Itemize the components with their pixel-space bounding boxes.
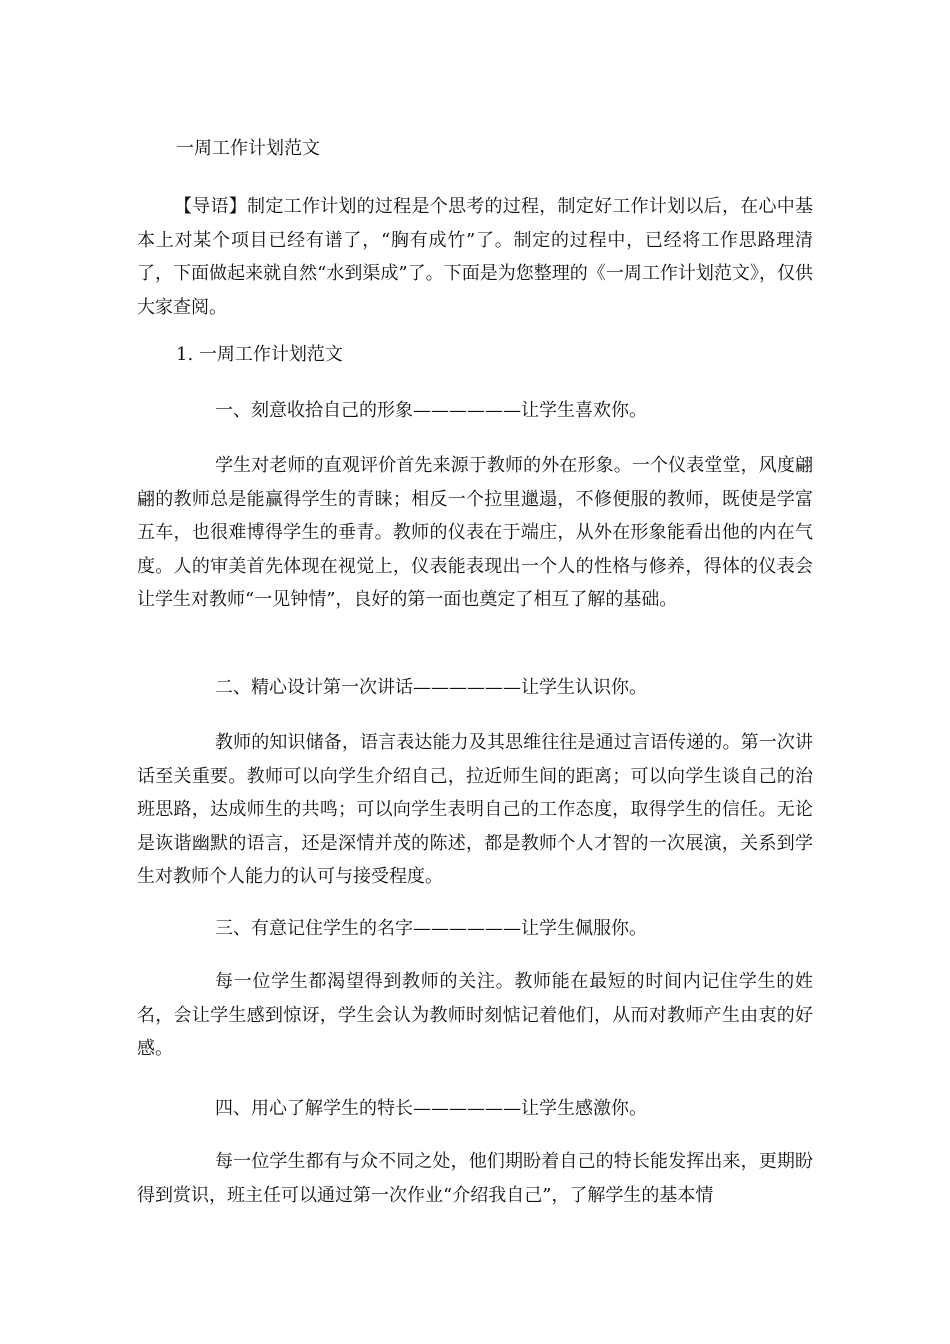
section-heading-4: 四、用心了解学生的特长——————让学生感激你。	[215, 1098, 647, 1119]
section-heading-3: 三、有意记住学生的名字——————让学生佩服你。	[215, 918, 647, 939]
section-heading-1: 一、刻意收拾自己的形象——————让学生喜欢你。	[215, 400, 647, 421]
section-body-3: 每一位学生都渴望得到教师的关注。教师能在最短的时间内记住学生的姓名，会让学生感到惊讶，学生会认为教师时刻惦记着他们，从而对教师产生由衷的好感。	[137, 971, 813, 1059]
section-body-2: 教师的知识储备，语言表达能力及其思维往往是通过言语传递的。第一次讲话至关重要。教师可以向学生介绍自己，拉近师生间的距离；可以向学生谈自己的治班思路，达成师生的共鸣；可以向学生表明自己的工作态度，取得学生的信任。无论是诙谐幽默的语言，还是深情并茂的陈述，都是教师个人才智的一次展演，关系到学生对教师个人能力的认可与接受程度。	[137, 732, 813, 887]
document-title: 一周工作计划范文	[176, 138, 320, 159]
section-body-4: 每一位学生都有与众不同之处，他们期盼着自己的特长能发挥出来，更期盼得到赏识，班主任可以通过第一次作业“介绍我自己”，了解学生的基本情	[137, 1151, 813, 1206]
section-body-1: 学生对老师的直观评价首先来源于教师的外在形象。一个仪表堂堂，风度翩翩的教师总是能赢得学生的青睐；相反一个拉里邋遢，不修便服的教师，既使是学富五车，也很难博得学生的垂青。教师的仪表在于端庄，从外在形象能看出他的内在气度。人的审美首先体现在视觉上，仪表能表现出一个人的性格与修养，得体的仪表会让学生对教师“一见钟情”，良好的第一面也奠定了相互了解的基础。	[137, 455, 813, 610]
section-heading-2: 二、精心设计第一次讲话——————让学生认识你。	[215, 677, 647, 698]
intro-paragraph: 【导语】制定工作计划的过程是个思考的过程，制定好工作计划以后，在心中基本上对某个项目已经有谱了，“胸有成竹”了。制定的过程中，已经将工作思路理清了，下面做起来就自然“水到渠成”了。下面是为您整理的《一周工作计划范文》，仅供大家查阅。	[137, 196, 813, 318]
section-title: 1. 一周工作计划范文	[176, 344, 343, 365]
